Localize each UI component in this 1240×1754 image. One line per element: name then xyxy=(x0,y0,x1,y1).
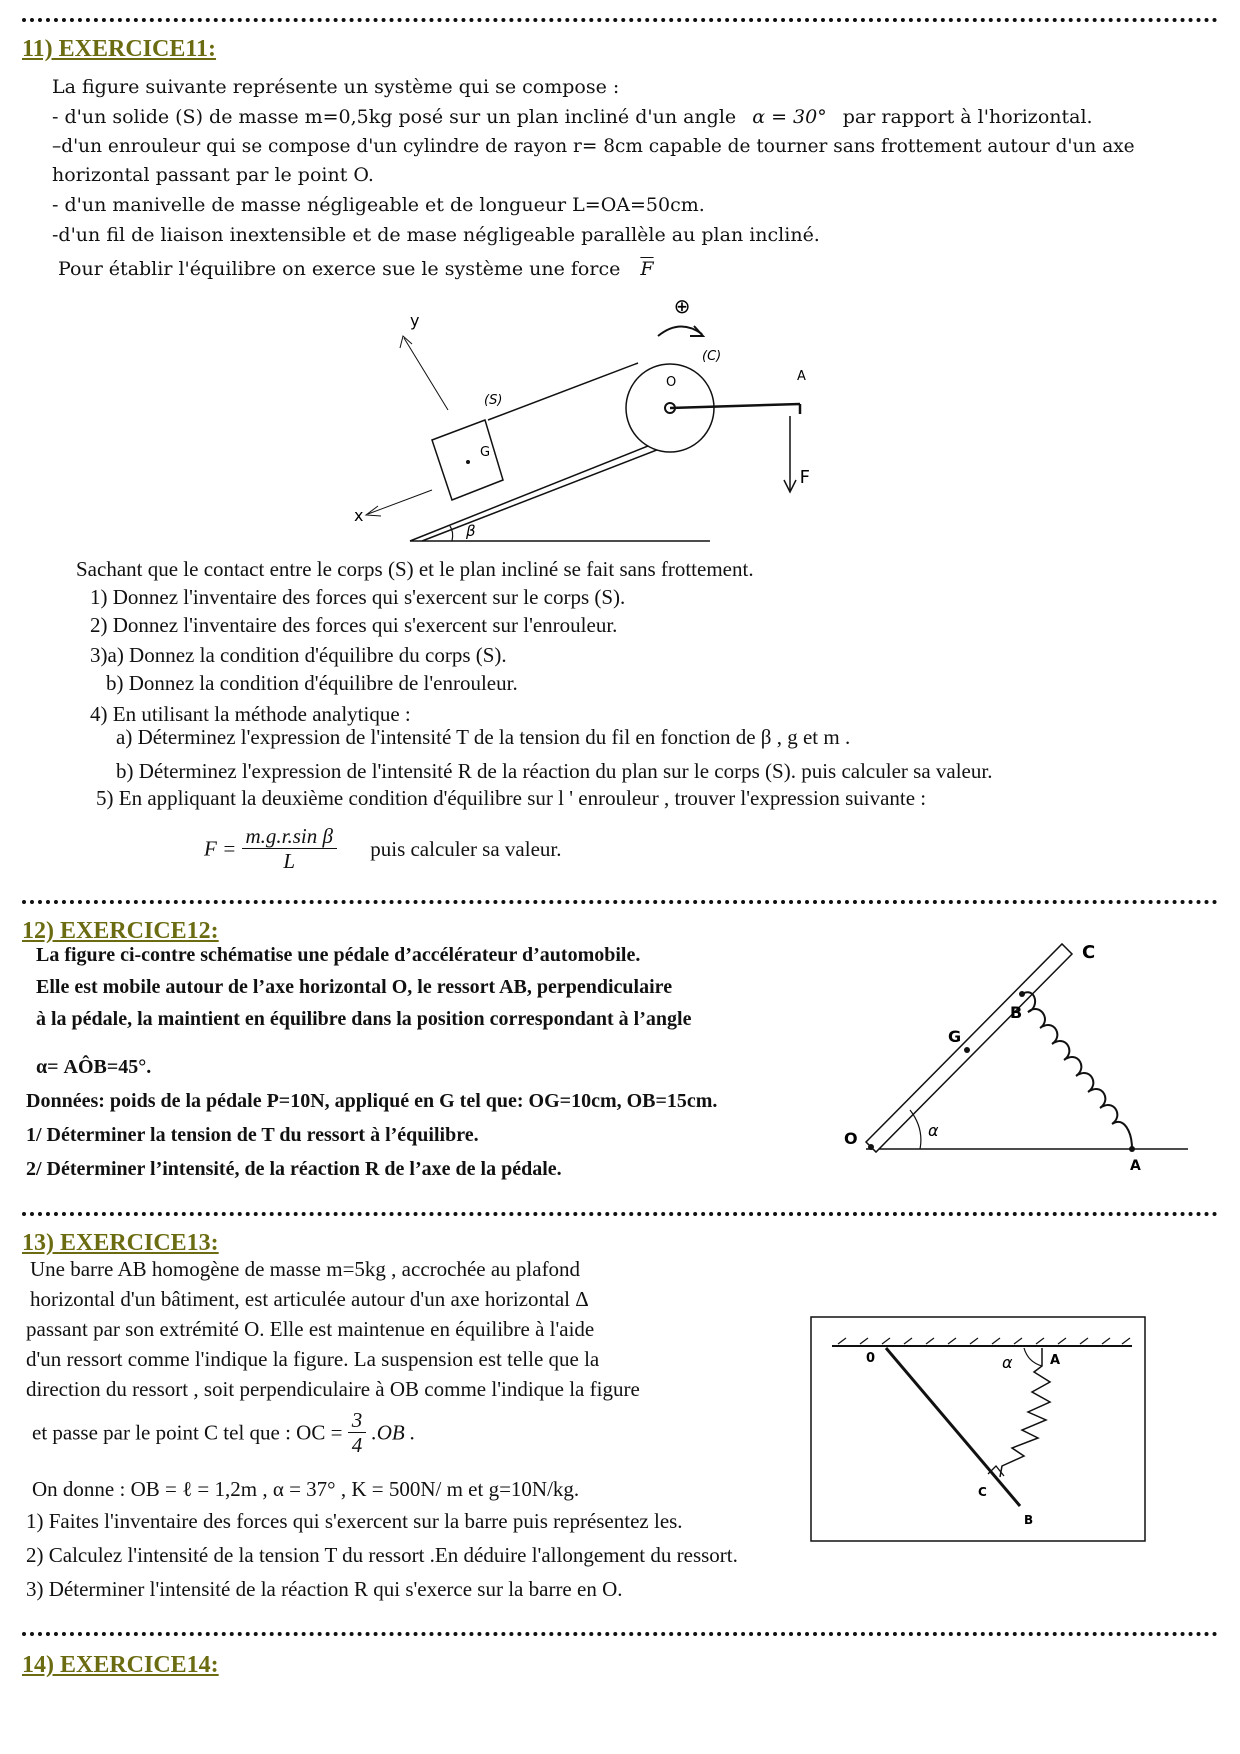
ex11-formula xyxy=(204,824,562,873)
ex11-formula-num: m.g.r.sin β xyxy=(242,824,337,849)
ex11-intro: La figure suivante représente un système qui se compose : xyxy=(52,76,620,98)
ex11-line3: - d'un manivelle de masse négligeable et de longueur L=OA=50cm. xyxy=(52,194,705,216)
ex12-point-G xyxy=(964,1047,970,1053)
ex11-q3a: 3)a) Donnez la condition d'équilibre du corps (S). xyxy=(90,643,507,667)
ex13-frame xyxy=(811,1317,1145,1541)
ex11-fig-x: x xyxy=(354,506,364,525)
ex13-fig-B: B xyxy=(1024,1513,1034,1527)
ex12-line5: Données: poids de la pédale P=10N, appliqué en G tel que: OG=10cm, OB=15cm. xyxy=(26,1090,718,1112)
ex11-q3b: b) Donnez la condition d'équilibre de l'enrouleur. xyxy=(106,671,518,695)
ex13-figure xyxy=(810,1316,1146,1542)
ex11-fig-A: A xyxy=(797,369,806,384)
ex14-title: 14) EXERCICE14: xyxy=(22,1652,219,1678)
ex12-fig-G: G xyxy=(948,1027,962,1046)
ex12-fig-A: A xyxy=(1130,1158,1141,1172)
ex11-fig-beta: β xyxy=(466,522,476,540)
ex11-line5 xyxy=(58,258,654,280)
ex12-fig-C: C xyxy=(1082,942,1096,963)
ex11-fig-S: (S) xyxy=(484,393,503,408)
ex11-alpha-eq: α = 30° xyxy=(752,106,827,128)
ex12-spring-AB xyxy=(1022,992,1132,1149)
ex13-q3: 3) Déterminer l'intensité de la réaction R qui s'exerce sur la barre en O. xyxy=(26,1577,623,1601)
ex13-line6-text: et passe par le point C tel que : OC = xyxy=(32,1420,343,1445)
ex11-formula-fraction xyxy=(242,824,337,873)
ex11-line1-text: - d'un solide (S) de masse m=0,5kg posé sur un plan incliné d'un angle xyxy=(52,106,737,128)
ex11-fig-F: F xyxy=(799,467,810,488)
ex13-fraction-den: 4 xyxy=(351,1433,363,1457)
ex13-line4: d'un ressort comme l'indique la figure. La suspension est telle que la xyxy=(26,1347,600,1371)
ex11-line4: -d'un fil de liaison inextensible et de mase négligeable parallèle au plan incliné. xyxy=(52,224,820,246)
ex12-line4: α= AÔB=45°. xyxy=(36,1056,152,1078)
ex13-q1: 1) Faites l'inventaire des forces qui s'exercent sur la barre puis représentez les. xyxy=(26,1509,683,1533)
ex12-line6: 1/ Déterminer la tension de T du ressort à l’équilibre. xyxy=(26,1124,479,1146)
ex11-figure xyxy=(340,288,810,558)
ex13-line6 xyxy=(32,1408,415,1457)
ex13-fig-alpha: α xyxy=(1002,1353,1013,1372)
ex13-fig-O: 0 xyxy=(866,1351,876,1366)
ex12-fig-alpha: α xyxy=(928,1121,939,1140)
ex12-line1: La figure ci-contre schématise une pédale d’accélérateur d’automobile. xyxy=(36,944,641,966)
separator-ex14 xyxy=(22,1632,1218,1636)
ex11-fig-O: O xyxy=(666,375,677,390)
ex11-line2: –d'un enrouleur qui se compose d'un cylindre de rayon r= 8cm capable de tourner sans frottement autour d'un axe xyxy=(52,136,1135,157)
ex11-fig-y: y xyxy=(410,311,420,330)
ex11-title: 11) EXERCICE11: xyxy=(22,36,217,62)
ex13-line2: horizontal d'un bâtiment, est articulée autour d'un axe horizontal Δ xyxy=(30,1287,589,1311)
ex11-fig-G: G xyxy=(480,445,491,460)
ex13-title: 13) EXERCICE13: xyxy=(22,1230,219,1256)
ex11-q4: 4) En utilisant la méthode analytique : xyxy=(90,702,411,726)
ex11-line5-text: Pour établir l'équilibre on exerce sue le système une force xyxy=(58,258,621,280)
ex13-fig-A: A xyxy=(1050,1353,1061,1368)
ex13-line7: On donne : OB = ℓ = 1,2m , α = 37° , K = 500N/ m et g=10N/kg. xyxy=(32,1477,580,1501)
ex12-line2: Elle est mobile autour de l’axe horizontal O, le ressort AB, perpendiculaire xyxy=(36,976,673,998)
ex12-figure xyxy=(840,932,1200,1172)
ex11-q4b: b) Déterminez l'expression de l'intensité R de la réaction du plan sur le corps (S). puis calculer sa valeur. xyxy=(116,759,993,783)
ex13-fraction-num: 3 xyxy=(348,1408,367,1433)
ex12-title: 12) EXERCICE12: xyxy=(22,918,219,944)
ex13-fig-C: C xyxy=(978,1485,987,1499)
ex13-line6-tail: .OB . xyxy=(371,1420,416,1445)
ex12-fig-O: O xyxy=(844,1129,858,1148)
ex12-fig-B: B xyxy=(1010,1003,1023,1022)
ex11-q2: 2) Donnez l'inventaire des forces qui s'exercent sur l'enrouleur. xyxy=(90,613,618,637)
ex11-q0: Sachant que le contact entre le corps (S) et le plan incliné se fait sans frottement. xyxy=(76,557,754,581)
ex11-q5: 5) En appliquant la deuxième condition d'équilibre sur l ' enrouleur , trouver l'expression suivante : xyxy=(96,786,927,810)
ex11-point-G xyxy=(466,460,470,464)
ex11-fig-plus: ⊕ xyxy=(673,294,691,318)
ex12-line3: à la pédale, la maintient en équilibre dans la position correspondant à l’angle xyxy=(36,1008,692,1030)
separator-ex12 xyxy=(22,900,1218,904)
separator-ex13 xyxy=(22,1212,1218,1216)
ex11-q4a: a) Déterminez l'expression de l'intensité T de la tension du fil en fonction de β , g et m . xyxy=(116,725,851,749)
ex12-line7: 2/ Déterminer l’intensité, de la réaction R de l’axe de la pédale. xyxy=(26,1158,562,1180)
ex11-formula-tail: puis calculer sa valeur. xyxy=(370,836,562,861)
ex13-fraction xyxy=(348,1408,367,1457)
ex13-line1: Une barre AB homogène de masse m=5kg , accrochée au plafond xyxy=(30,1257,581,1281)
ex11-line1 xyxy=(52,106,1093,128)
ex11-q1: 1) Donnez l'inventaire des forces qui s'exercent sur le corps (S). xyxy=(90,585,626,609)
ex11-force-vector: $\overline{F}$ xyxy=(640,258,654,280)
ex11-formula-lhs: F = xyxy=(204,836,237,861)
ex13-line5: direction du ressort , soit perpendiculaire à OB comme l'indique la figure xyxy=(26,1377,640,1401)
ex13-q2: 2) Calculez l'intensité de la tension T du ressort .En déduire l'allongement du ressort. xyxy=(26,1543,738,1567)
separator-top xyxy=(22,18,1218,22)
ex11-line1-tail: par rapport à l'horizontal. xyxy=(842,106,1093,128)
ex11-fig-C: (C) xyxy=(702,349,722,364)
ex12-point-O xyxy=(868,1144,874,1150)
ex13-line3: passant par son extrémité O. Elle est maintenue en équilibre à l'aide xyxy=(26,1317,595,1341)
ex11-formula-den: L xyxy=(283,849,296,873)
ex11-line2b: horizontal passant par le point O. xyxy=(52,164,374,186)
